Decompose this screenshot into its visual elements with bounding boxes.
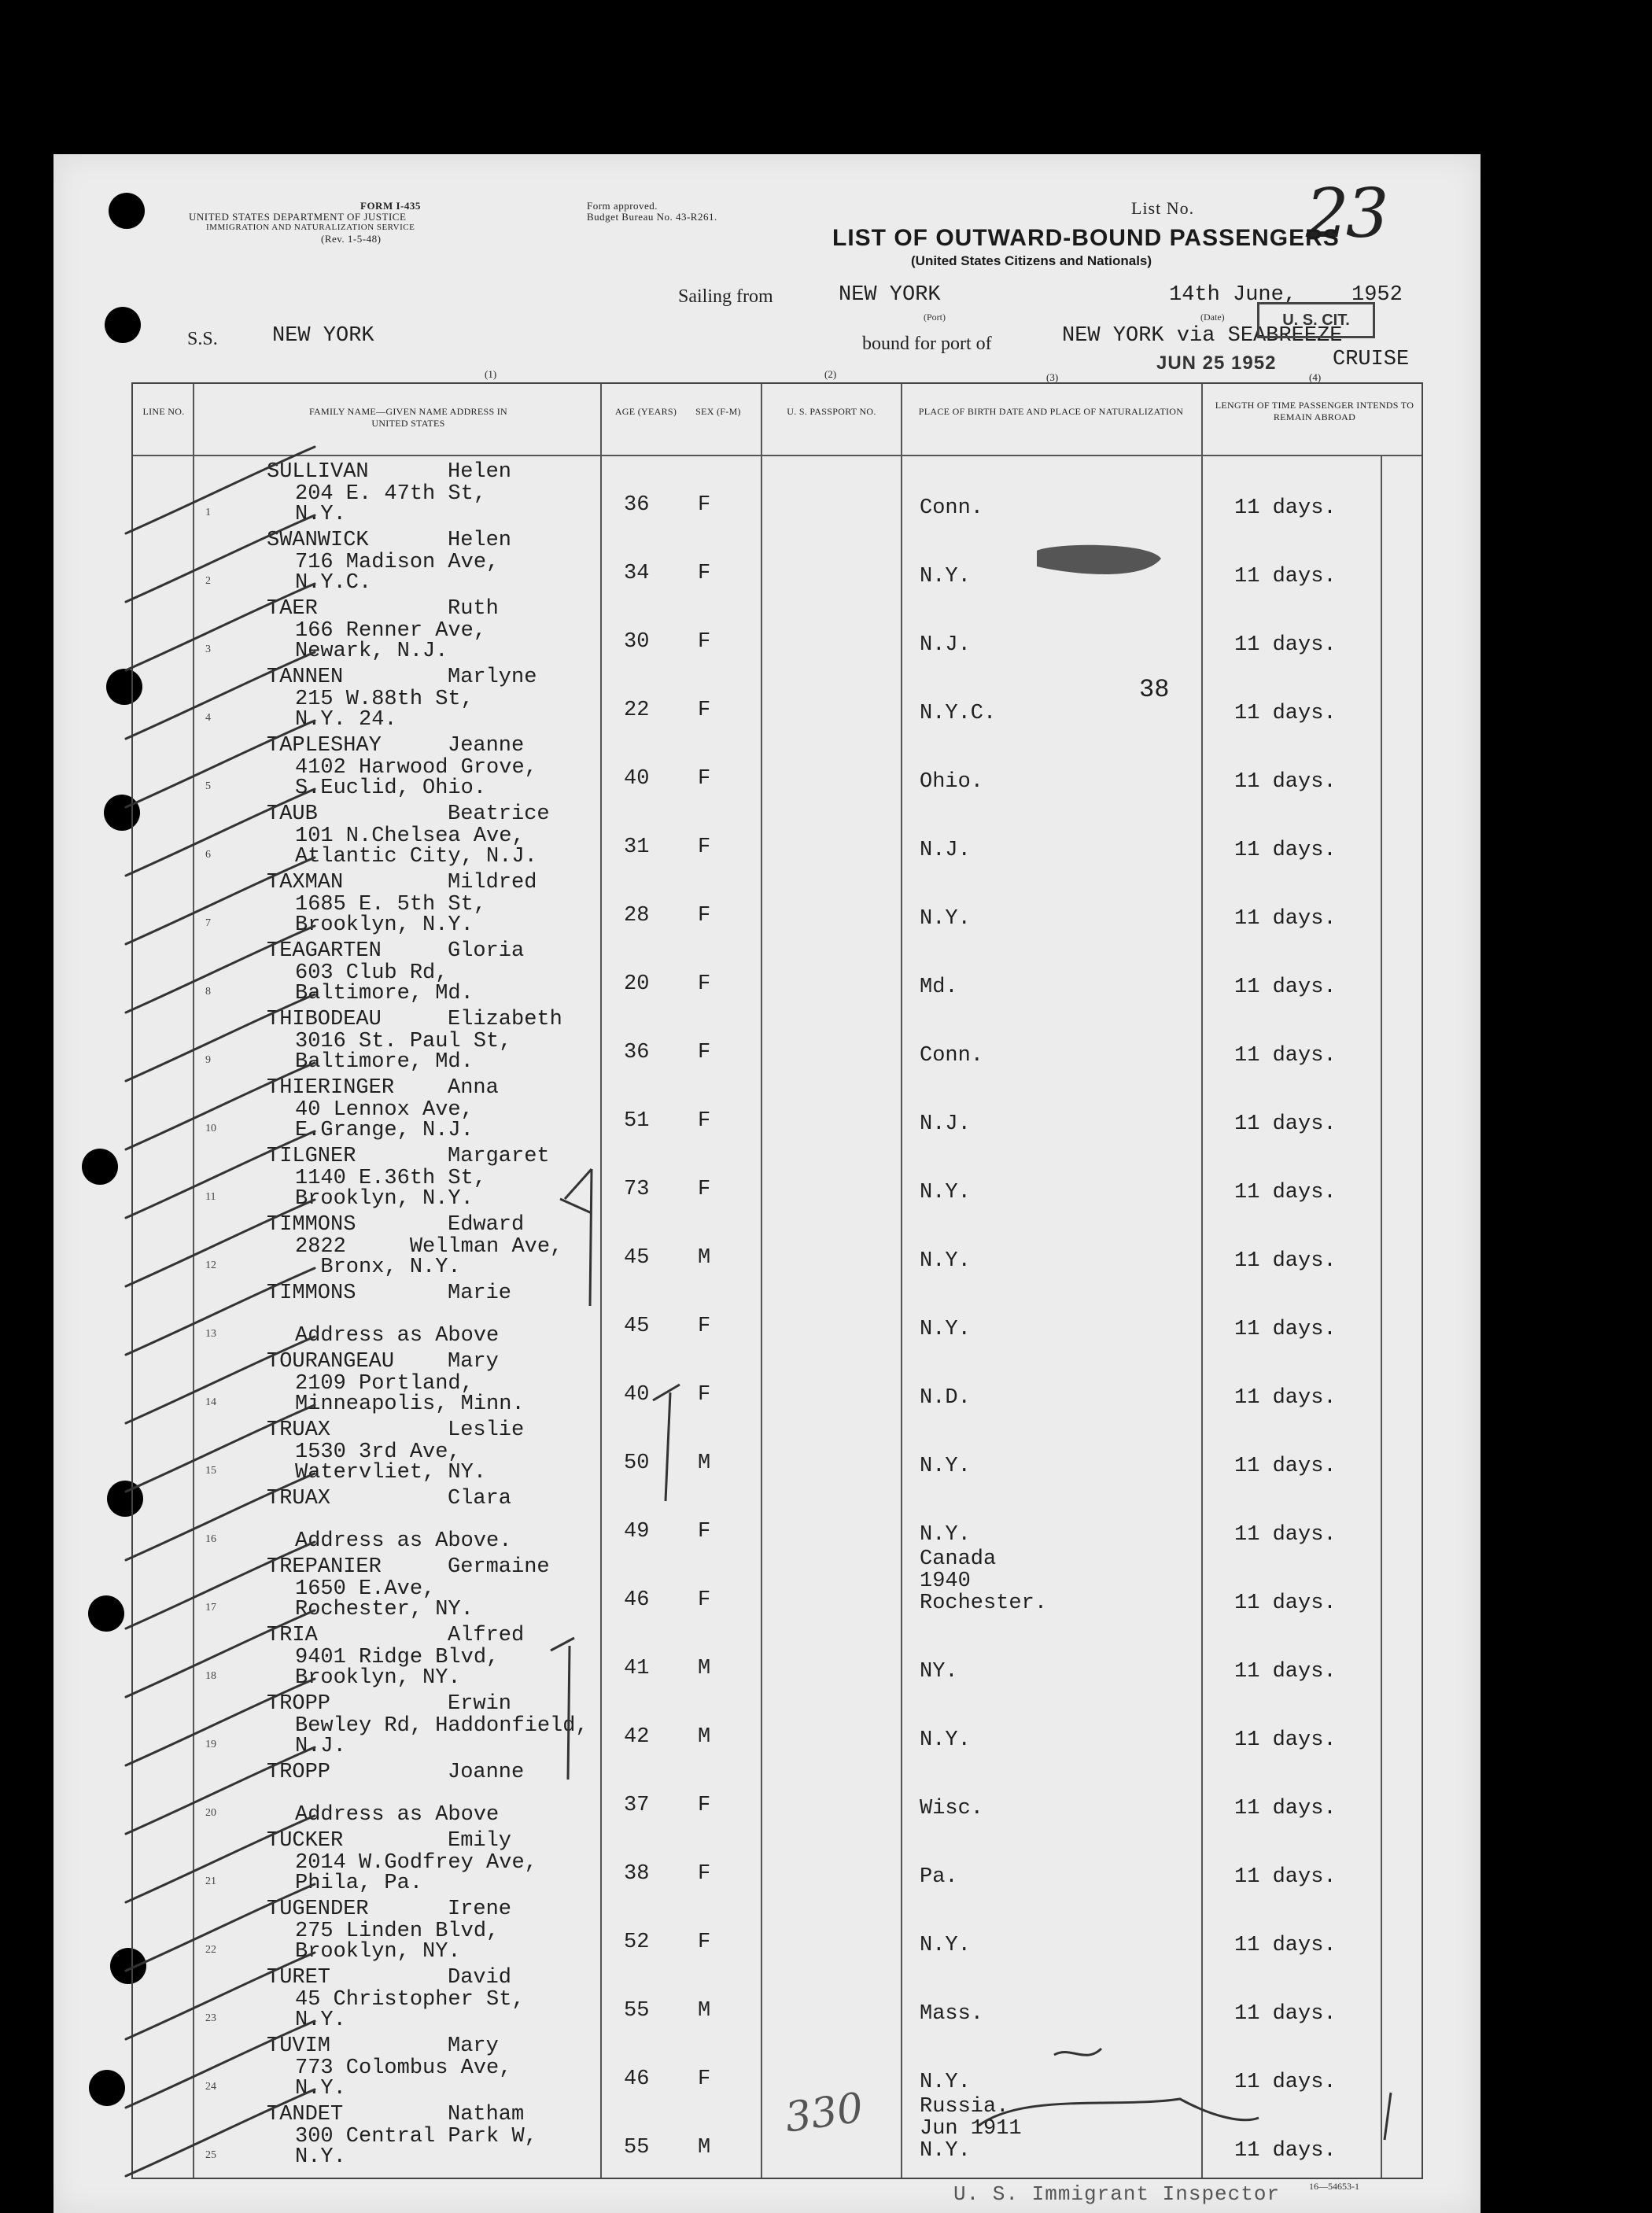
passenger-table bbox=[131, 382, 1423, 2179]
age: 49 bbox=[624, 1520, 650, 1544]
line-number: 14 bbox=[205, 1396, 216, 1408]
address-line-2: N.Y. bbox=[295, 2145, 346, 2169]
punch-hole bbox=[82, 1149, 118, 1185]
line-number: 5 bbox=[205, 780, 211, 792]
family-name: TAXMAN bbox=[267, 871, 344, 894]
family-name: TREPANIER bbox=[267, 1555, 382, 1579]
length-of-stay: 11 days. bbox=[1234, 702, 1337, 725]
table-row bbox=[133, 1483, 1422, 1551]
form-subtitle: (United States Citizens and Nationals) bbox=[911, 253, 1152, 268]
length-of-stay: 11 days. bbox=[1234, 1660, 1337, 1684]
age: 46 bbox=[624, 2067, 650, 2091]
line-number: 4 bbox=[205, 712, 211, 724]
table-row bbox=[133, 593, 1422, 662]
address-line-1: 40 Lennox Ave, bbox=[295, 1098, 474, 1122]
length-of-stay: 11 days. bbox=[1234, 633, 1337, 657]
address-line-1: 215 W.88th St, bbox=[295, 688, 474, 711]
margin-number: 38 bbox=[1139, 675, 1170, 704]
length-of-stay: 11 days. bbox=[1234, 976, 1337, 999]
age: 51 bbox=[624, 1109, 650, 1133]
table-row bbox=[133, 730, 1422, 799]
given-name: Marlyne bbox=[448, 666, 537, 689]
given-name: Leslie bbox=[448, 1418, 525, 1442]
family-name: TIMMONS bbox=[267, 1213, 356, 1237]
length-of-stay: 11 days. bbox=[1234, 565, 1337, 588]
print-code: 16—54653-1 bbox=[1309, 2181, 1359, 2192]
address-line-2: E.Grange, N.J. bbox=[295, 1119, 474, 1142]
line-number: 25 bbox=[205, 2149, 216, 2161]
address-line-1: 9401 Ridge Blvd, bbox=[295, 1646, 500, 1669]
sex: F bbox=[698, 630, 711, 654]
line-number: 18 bbox=[205, 1670, 216, 1682]
sex: M bbox=[698, 2136, 711, 2160]
address-line-1: 1140 E.36th St, bbox=[295, 1167, 487, 1190]
address-line-2: N.Y. bbox=[295, 2008, 346, 2032]
column-number-3: (3) bbox=[1046, 371, 1059, 383]
age: 42 bbox=[624, 1725, 650, 1749]
birth-place: Ohio. bbox=[920, 770, 984, 794]
table-row bbox=[133, 1620, 1422, 1688]
length-of-stay: 11 days. bbox=[1234, 1112, 1337, 1136]
address-line-2: Atlantic City, N.J. bbox=[295, 845, 537, 869]
address-line-2: Rochester, NY. bbox=[295, 1598, 474, 1621]
line-number: 16 bbox=[205, 1533, 216, 1545]
table-row bbox=[133, 1141, 1422, 1209]
address-line-2: N.J. bbox=[295, 1735, 346, 1758]
length-of-stay: 11 days. bbox=[1234, 496, 1337, 520]
birth-place: Wisc. bbox=[920, 1797, 984, 1820]
given-name: Germaine bbox=[448, 1555, 550, 1579]
given-name: Emily bbox=[448, 1829, 512, 1853]
given-name: Mary bbox=[448, 2034, 499, 2058]
birth-line-0: Russia. bbox=[920, 2095, 1009, 2119]
table-row bbox=[133, 1209, 1422, 1278]
address-line-2: N.Y. bbox=[295, 2077, 346, 2101]
sex: F bbox=[698, 1315, 711, 1338]
family-name: TILGNER bbox=[267, 1145, 356, 1168]
birth-place: NY. bbox=[920, 1660, 958, 1684]
table-row bbox=[133, 2095, 1422, 2169]
birth-line-0: Canada bbox=[920, 1547, 997, 1571]
family-name: TIMMONS bbox=[267, 1282, 356, 1305]
sex: F bbox=[698, 767, 711, 791]
line-number: 19 bbox=[205, 1739, 216, 1750]
age: 55 bbox=[624, 2136, 650, 2160]
given-name: Erwin bbox=[448, 1692, 512, 1716]
given-name: Mildred bbox=[448, 871, 537, 894]
address-line-2: Address as Above bbox=[295, 1324, 500, 1348]
birth-place: N.Y. bbox=[920, 1523, 971, 1547]
address-line-2: Bronx, N.Y. bbox=[295, 1256, 461, 1279]
age: 55 bbox=[624, 1999, 650, 2023]
age: 20 bbox=[624, 972, 650, 996]
table-row bbox=[133, 1072, 1422, 1141]
punch-hole bbox=[88, 1595, 124, 1632]
inspector-label: U. S. Immigrant Inspector bbox=[953, 2182, 1281, 2206]
sex: F bbox=[698, 1178, 711, 1201]
length-of-stay: 11 days. bbox=[1234, 1044, 1337, 1068]
line-number: 23 bbox=[205, 2012, 216, 2024]
line-number: 12 bbox=[205, 1260, 216, 1271]
agency-line-2: IMMIGRATION AND NATURALIZATION SERVICE bbox=[206, 223, 415, 232]
given-name: Irene bbox=[448, 1898, 512, 1921]
length-of-stay: 11 days. bbox=[1234, 2071, 1337, 2094]
birth-place: N.J. bbox=[920, 633, 971, 657]
column-header-passport: U. S. PASSPORT NO. bbox=[787, 406, 876, 417]
sex: F bbox=[698, 1109, 711, 1133]
sailing-from-label: Sailing from bbox=[678, 286, 773, 307]
birth-place: Pa. bbox=[920, 1865, 958, 1889]
line-number: 11 bbox=[205, 1191, 216, 1203]
address-line-1: 300 Central Park W, bbox=[295, 2125, 537, 2148]
family-name: TUVIM bbox=[267, 2034, 331, 2058]
birth-place: N.Y. bbox=[920, 907, 971, 931]
address-line-1: 166 Renner Ave, bbox=[295, 619, 487, 643]
age: 45 bbox=[624, 1315, 650, 1338]
address-line-1: 1650 E.Ave, bbox=[295, 1577, 436, 1601]
line-number: 13 bbox=[205, 1328, 216, 1340]
family-name: TROPP bbox=[267, 1692, 331, 1716]
table-row bbox=[133, 935, 1422, 1004]
punch-hole bbox=[89, 2070, 125, 2106]
sex: F bbox=[698, 1794, 711, 1817]
table-row bbox=[133, 1004, 1422, 1072]
birth-line-1: Jun 1911 bbox=[920, 2117, 1022, 2141]
address-line-2: Address as Above bbox=[295, 1803, 500, 1827]
birth-place: N.Y. bbox=[920, 1318, 971, 1341]
column-number-2: (2) bbox=[824, 368, 837, 380]
birth-place: N.Y. bbox=[920, 1181, 971, 1204]
sex: F bbox=[698, 562, 711, 585]
given-name: Anna bbox=[448, 1076, 499, 1100]
sex: M bbox=[698, 1999, 711, 2023]
table-row bbox=[133, 456, 1422, 525]
port-caption: (Port) bbox=[924, 312, 946, 323]
table-row bbox=[133, 1757, 1422, 1825]
address-line-2: S.Euclid, Ohio. bbox=[295, 776, 487, 800]
received-date-stamp: JUN 25 1952 bbox=[1156, 352, 1277, 374]
sex: M bbox=[698, 1451, 711, 1475]
address-line-2: Phila, Pa. bbox=[295, 1872, 423, 1895]
age: 22 bbox=[624, 699, 650, 722]
address-line-2: Baltimore, Md. bbox=[295, 982, 474, 1005]
table-row bbox=[133, 525, 1422, 593]
length-of-stay: 11 days. bbox=[1234, 2002, 1337, 2026]
line-number: 10 bbox=[205, 1123, 216, 1134]
age: 36 bbox=[624, 493, 650, 517]
length-of-stay: 11 days. bbox=[1234, 839, 1337, 862]
approval-line-1: Form approved. bbox=[587, 200, 658, 212]
ship-name: NEW YORK bbox=[272, 324, 374, 348]
length-of-stay: 11 days. bbox=[1234, 770, 1337, 794]
line-number: 22 bbox=[205, 1944, 216, 1956]
family-name: TANDET bbox=[267, 2103, 344, 2126]
destination-2: CRUISE bbox=[1333, 348, 1410, 371]
address-line-1: 716 Madison Ave, bbox=[295, 551, 500, 574]
birth-place: N.Y. bbox=[920, 565, 971, 588]
family-name: TRIA bbox=[267, 1624, 318, 1647]
given-name: Gloria bbox=[448, 939, 525, 963]
form-number: FORM I-435 bbox=[360, 200, 421, 212]
line-number: 6 bbox=[205, 849, 211, 861]
address-line-2: Minneapolis, Minn. bbox=[295, 1392, 525, 1416]
address-line-1: 2014 W.Godfrey Ave, bbox=[295, 1851, 537, 1875]
address-line-1: 1685 E. 5th St, bbox=[295, 893, 487, 917]
address-line-2: Watervliet, NY. bbox=[295, 1461, 487, 1485]
revision: (Rev. 1-5-48) bbox=[321, 233, 382, 245]
length-of-stay: 11 days. bbox=[1234, 1523, 1337, 1547]
line-number: 17 bbox=[205, 1602, 216, 1614]
sex: F bbox=[698, 493, 711, 517]
address-line-1: 603 Club Rd, bbox=[295, 961, 448, 985]
birth-place: Mass. bbox=[920, 2002, 984, 2026]
age: 30 bbox=[624, 630, 650, 654]
length-of-stay: 11 days. bbox=[1234, 1249, 1337, 1273]
age: 34 bbox=[624, 562, 650, 585]
family-name: TURET bbox=[267, 1966, 331, 1990]
age: 37 bbox=[624, 1794, 650, 1817]
address-line-1: 4102 Harwood Grove, bbox=[295, 756, 537, 780]
line-number: 7 bbox=[205, 917, 211, 929]
column-header-birth: PLACE OF BIRTH DATE AND PLACE OF NATURALIZATION bbox=[918, 406, 1184, 417]
given-name: Beatrice bbox=[448, 802, 550, 826]
age: 40 bbox=[624, 1383, 650, 1407]
line-number: 9 bbox=[205, 1054, 211, 1066]
address-line-1: 2109 Portland, bbox=[295, 1372, 474, 1396]
sex: F bbox=[698, 1520, 711, 1544]
sailing-port: NEW YORK bbox=[839, 283, 941, 307]
table-row bbox=[133, 1278, 1422, 1346]
address-line-1: 3016 St. Paul St, bbox=[295, 1030, 512, 1053]
family-name: TRUAX bbox=[267, 1487, 331, 1510]
address-line-2: Baltimore, Md. bbox=[295, 1050, 474, 1074]
sex: F bbox=[698, 1383, 711, 1407]
bound-for-label: bound for port of bbox=[862, 334, 992, 354]
us-citizen-stamp: U. S. CIT. bbox=[1257, 302, 1375, 338]
given-name: Margaret bbox=[448, 1145, 550, 1168]
sex: F bbox=[698, 835, 711, 859]
family-name: SWANWICK bbox=[267, 529, 369, 552]
address-line-2: Brooklyn, NY. bbox=[295, 1940, 461, 1964]
family-name: TRUAX bbox=[267, 1418, 331, 1442]
column-number-1: (1) bbox=[485, 368, 497, 380]
list-number-value: 23 bbox=[1306, 175, 1386, 253]
line-number: 20 bbox=[205, 1807, 216, 1819]
column-header-name: FAMILY NAME—GIVEN NAME ADDRESS IN UNITED STATES bbox=[308, 406, 508, 429]
table-row bbox=[133, 1414, 1422, 1483]
address-line-1: 773 Colombus Ave, bbox=[295, 2056, 512, 2080]
punch-hole bbox=[109, 193, 145, 229]
table-row bbox=[133, 1894, 1422, 1962]
column-number-4: (4) bbox=[1309, 371, 1322, 383]
address-line-1: 275 Linden Blvd, bbox=[295, 1920, 500, 1943]
birth-place: N.Y.C. bbox=[920, 702, 997, 725]
sex: M bbox=[698, 1246, 711, 1270]
line-number: 8 bbox=[205, 986, 211, 998]
given-name: Helen bbox=[448, 529, 512, 552]
sex: F bbox=[698, 1931, 711, 1954]
destination: NEW YORK via SEABREEZE bbox=[1062, 324, 1343, 348]
sex: F bbox=[698, 2067, 711, 2091]
column-header-age: AGE (YEARS) bbox=[614, 406, 677, 417]
length-of-stay: 11 days. bbox=[1234, 1455, 1337, 1478]
line-number: 3 bbox=[205, 644, 211, 655]
given-name: Mary bbox=[448, 1350, 499, 1374]
sex: F bbox=[698, 1862, 711, 1886]
birth-place: Md. bbox=[920, 976, 958, 999]
address-line-2: Newark, N.J. bbox=[295, 640, 448, 663]
given-name: Helen bbox=[448, 460, 512, 484]
address-line-2: Brooklyn, N.Y. bbox=[295, 1187, 474, 1211]
length-of-stay: 11 days. bbox=[1234, 1181, 1337, 1204]
sex: F bbox=[698, 904, 711, 928]
birth-place: Rochester. bbox=[920, 1592, 1048, 1615]
family-name: TROPP bbox=[267, 1761, 331, 1784]
birth-place: N.Y. bbox=[920, 1249, 971, 1273]
length-of-stay: 11 days. bbox=[1234, 907, 1337, 931]
sex: M bbox=[698, 1725, 711, 1749]
birth-place: N.D. bbox=[920, 1386, 971, 1410]
birth-place: Conn. bbox=[920, 496, 984, 520]
address-line-2: N.Y.C. bbox=[295, 571, 372, 595]
line-number: 15 bbox=[205, 1465, 216, 1477]
sex: F bbox=[698, 699, 711, 722]
length-of-stay: 11 days. bbox=[1234, 1728, 1337, 1752]
table-row bbox=[133, 1547, 1422, 1621]
birth-place: N.Y. bbox=[920, 2071, 971, 2094]
age: 36 bbox=[624, 1041, 650, 1064]
family-name: TAUB bbox=[267, 802, 318, 826]
family-name: TUCKER bbox=[267, 1829, 344, 1853]
length-of-stay: 11 days. bbox=[1234, 1934, 1337, 1957]
age: 73 bbox=[624, 1178, 650, 1201]
approval-line-2: Budget Bureau No. 43-R261. bbox=[587, 211, 717, 223]
ship-label: S.S. bbox=[187, 329, 218, 349]
given-name: Ruth bbox=[448, 597, 499, 621]
family-name: TAER bbox=[267, 597, 318, 621]
birth-place: N.J. bbox=[920, 839, 971, 862]
birth-place: N.Y. bbox=[920, 1455, 971, 1478]
given-name: David bbox=[448, 1966, 512, 1990]
address-line-2: N.Y. 24. bbox=[295, 708, 397, 732]
address-line-1: 204 E. 47th St, bbox=[295, 482, 487, 506]
birth-place: N.Y. bbox=[920, 1728, 971, 1752]
given-name: Marie bbox=[448, 1282, 512, 1305]
address-line-1: 101 N.Chelsea Ave, bbox=[295, 824, 525, 848]
line-number: 1 bbox=[205, 507, 211, 518]
address-line-1: Bewley Rd, Haddonfield, bbox=[295, 1714, 588, 1738]
address-line-2: N.Y. bbox=[295, 503, 346, 526]
birth-line-1: 1940 bbox=[920, 1569, 971, 1593]
family-name: THIBODEAU bbox=[267, 1008, 382, 1031]
family-name: TOURANGEAU bbox=[267, 1350, 395, 1374]
age: 40 bbox=[624, 767, 650, 791]
age: 46 bbox=[624, 1588, 650, 1612]
table-row bbox=[133, 1688, 1422, 1757]
sex: F bbox=[698, 1041, 711, 1064]
age: 45 bbox=[624, 1246, 650, 1270]
age: 38 bbox=[624, 1862, 650, 1886]
given-name: Natham bbox=[448, 2103, 525, 2126]
punch-hole bbox=[105, 307, 141, 343]
line-number: 24 bbox=[205, 2081, 216, 2093]
age: 52 bbox=[624, 1931, 650, 1954]
age: 50 bbox=[624, 1451, 650, 1475]
length-of-stay: 11 days. bbox=[1234, 1865, 1337, 1889]
given-name: Alfred bbox=[448, 1624, 525, 1647]
table-row bbox=[133, 2030, 1422, 2099]
given-name: Jeanne bbox=[448, 734, 525, 758]
family-name: TANNEN bbox=[267, 666, 344, 689]
table-row bbox=[133, 662, 1422, 730]
sex: F bbox=[698, 972, 711, 996]
column-header-length: LENGTH OF TIME PASSENGER INTENDS TO REMAIN ABROAD bbox=[1215, 400, 1414, 422]
line-number: 21 bbox=[205, 1876, 216, 1887]
age: 41 bbox=[624, 1657, 650, 1680]
length-of-stay: 11 days. bbox=[1234, 1797, 1337, 1820]
address-line-1: 2822 Wellman Ave, bbox=[295, 1235, 563, 1259]
table-row bbox=[133, 1962, 1422, 2030]
address-line-1: 1530 3rd Ave, bbox=[295, 1440, 461, 1464]
table-row bbox=[133, 867, 1422, 935]
form-title: LIST OF OUTWARD-BOUND PASSENGERS bbox=[832, 225, 1340, 251]
line-number: 2 bbox=[205, 575, 211, 587]
birth-place: N.Y. bbox=[920, 1934, 971, 1957]
given-name: Joanne bbox=[448, 1761, 525, 1784]
family-name: TUGENDER bbox=[267, 1898, 369, 1921]
birth-place: N.J. bbox=[920, 1112, 971, 1136]
length-of-stay: 11 days. bbox=[1234, 1386, 1337, 1410]
column-header-sex: SEX (F-M) bbox=[695, 406, 741, 417]
address-line-1: 45 Christopher St, bbox=[295, 1988, 525, 2012]
table-row bbox=[133, 1825, 1422, 1894]
length-of-stay: 11 days. bbox=[1234, 1592, 1337, 1615]
column-header-line-no: LINE NO. bbox=[142, 406, 185, 417]
address-line-2: Address as Above. bbox=[295, 1529, 512, 1553]
given-name: Clara bbox=[448, 1487, 512, 1510]
table-row bbox=[133, 799, 1422, 867]
date-caption: (Date) bbox=[1200, 312, 1225, 323]
handwritten-total: 330 bbox=[782, 2084, 866, 2142]
length-of-stay: 11 days. bbox=[1234, 1318, 1337, 1341]
sex: F bbox=[698, 1588, 711, 1612]
list-number-label: List No. bbox=[1131, 198, 1195, 218]
family-name: TEAGARTEN bbox=[267, 939, 382, 963]
age: 28 bbox=[624, 904, 650, 928]
length-of-stay: 11 days. bbox=[1234, 2139, 1337, 2163]
family-name: THIERINGER bbox=[267, 1076, 395, 1100]
birth-place: Conn. bbox=[920, 1044, 984, 1068]
table-row bbox=[133, 1346, 1422, 1414]
address-line-2: Brooklyn, N.Y. bbox=[295, 913, 474, 937]
given-name: Elizabeth bbox=[448, 1008, 562, 1031]
family-name: SULLIVAN bbox=[267, 460, 369, 484]
age: 31 bbox=[624, 835, 650, 859]
sailing-year: 1952 bbox=[1351, 283, 1403, 307]
given-name: Edward bbox=[448, 1213, 525, 1237]
sex: M bbox=[698, 1657, 711, 1680]
sailing-date: 14th June, bbox=[1169, 283, 1297, 307]
family-name: TAPLESHAY bbox=[267, 734, 382, 758]
agency-line-1: UNITED STATES DEPARTMENT OF JUSTICE bbox=[189, 211, 407, 223]
birth-place: N.Y. bbox=[920, 2139, 971, 2163]
address-line-2: Brooklyn, NY. bbox=[295, 1666, 461, 1690]
